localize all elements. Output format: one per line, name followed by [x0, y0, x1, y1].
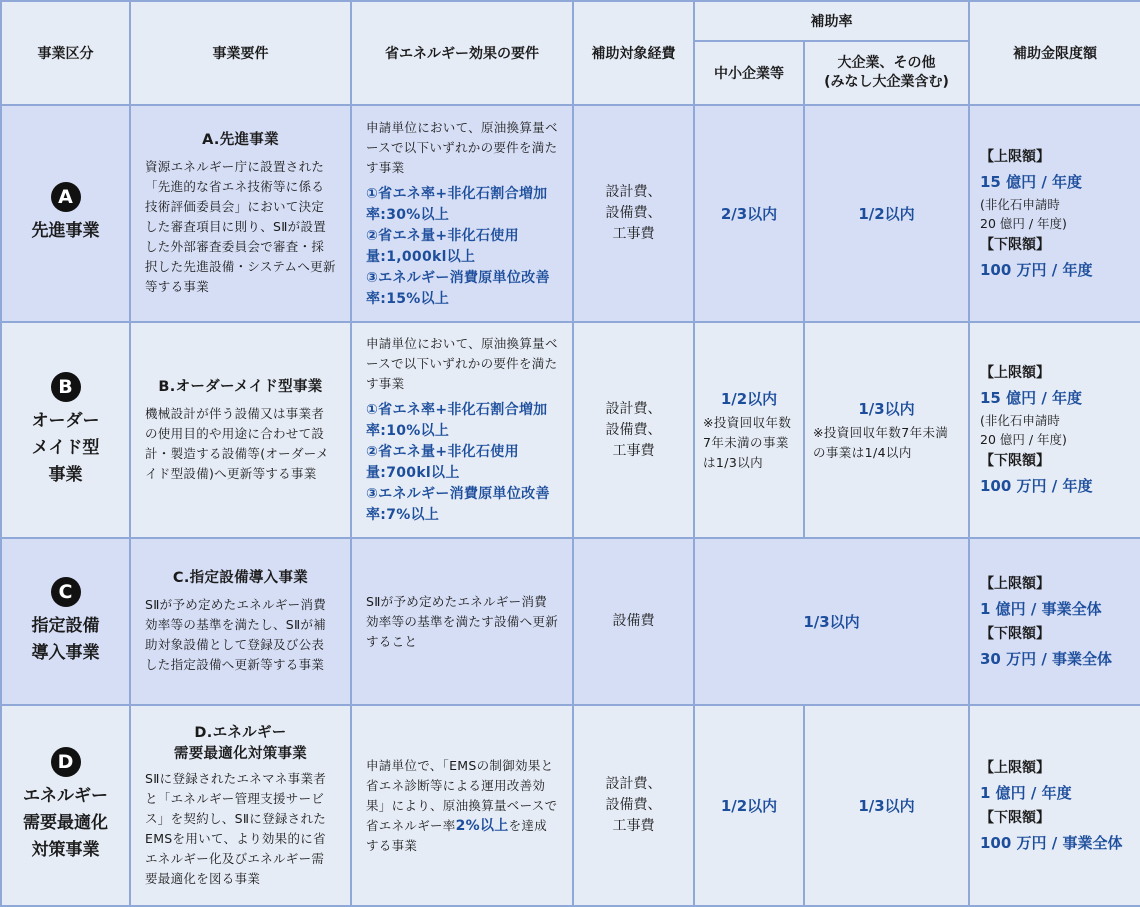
category-label: オーダー	[31, 410, 100, 431]
rate-note: ※投資回収年数7年未満の事業は1/4以内	[813, 424, 949, 460]
category-label: 対策事業	[31, 840, 100, 860]
eff-item: ①省エネ率+非化石割合増加率:30%以上	[366, 185, 548, 223]
limit-cell	[969, 105, 1140, 322]
badge-a: A	[51, 182, 81, 212]
limit-lower-label: 【下限額】	[980, 236, 1050, 253]
category-label: 需要最適化	[23, 813, 108, 833]
rate-value: 1/3以内	[858, 399, 915, 418]
eff-item: ②省エネ量+非化石使用量:700kl以上	[366, 444, 519, 481]
cost-cell	[573, 105, 694, 322]
efficiency-cell	[351, 105, 573, 322]
req-body: 資源エネルギー庁に設置された「先進的な省エネ技術等に係る技術評価委員会」において決定した審査項目に則り、SⅡが設置した外部審査委員会で審査・採択した先進設備・システムへ更新等する事業	[145, 159, 336, 294]
cost-line: 設備費、	[605, 421, 662, 438]
rate-large	[804, 322, 969, 538]
category-cell	[1, 322, 130, 538]
category-label: 指定設備	[31, 615, 100, 636]
eff-highlight: 2%	[455, 817, 480, 834]
limit-upper: 1 億円 / 年度	[980, 783, 1072, 802]
limit-lower: 100 万円 / 年度	[980, 260, 1093, 279]
badge-d: D	[51, 747, 81, 777]
efficiency-cell	[351, 705, 573, 906]
limit-sub: (非化石申請時	[980, 196, 1060, 212]
rate-all: 1/3以内	[694, 538, 969, 705]
limit-upper-label: 【上限額】	[980, 365, 1050, 381]
cost-line: 設計費、	[605, 400, 662, 417]
eff-item: ①省エネ率+非化石割合増加率:10%以上	[366, 402, 548, 439]
cost-cell	[573, 538, 694, 705]
header-requirements: 事業要件	[130, 1, 351, 105]
limit-lower: 30 万円 / 事業全体	[980, 649, 1113, 668]
limit-sub: 20 億円 / 年度)	[980, 432, 1067, 447]
table-row	[1, 105, 1140, 322]
eff-text: を達成する事業	[366, 817, 547, 853]
cost-line: 設計費、	[605, 184, 662, 200]
requirements-cell	[130, 705, 351, 906]
eff-text: 申請単位で、「EMSの制御効果と省エネ診断等による運用改善効果」により、原油換算量ベースで省エネルギー率	[366, 757, 558, 833]
limit-upper: 15 億円 / 年度	[980, 172, 1083, 191]
header-large	[804, 41, 969, 105]
limit-upper-label: 【上限額】	[980, 148, 1050, 165]
rate-large: 1/2以内	[804, 105, 969, 322]
requirements-cell	[130, 538, 351, 705]
req-title: C.指定設備導入事業	[172, 570, 309, 586]
header-sme: 中小企業等	[694, 41, 804, 105]
eff-lead: SⅡが予め定めたエネルギー消費効率等の基準を満たす設備へ更新すること	[366, 593, 559, 649]
limit-lower: 100 万円 / 年度	[980, 477, 1093, 495]
rate-large: 1/3以内	[804, 705, 969, 906]
rate-sme: 2/3以内	[694, 105, 804, 322]
req-title-line: D.エネルギー	[194, 724, 287, 741]
category-label: 先進事業	[31, 221, 100, 241]
eff-lead: 申請単位において、原油換算量ベースで以下いずれかの要件を満たす事業	[366, 119, 558, 175]
category-cell	[1, 705, 130, 906]
table-row	[1, 705, 1140, 906]
eff-lead: 申請単位において、原油換算量ベースで以下いずれかの要件を満たす事業	[366, 336, 558, 391]
limit-upper: 15 億円 / 年度	[980, 389, 1083, 407]
req-body: SⅡに登録されたエネマネ事業者と「エネルギー管理支援サービス」を契約し、SⅡに登録されたEMSを用いて、より効果的に省エネルギー化及びエネルギー需要最適化を図る事業	[145, 770, 327, 886]
req-title: B.オーダーメイド型事業	[158, 378, 323, 395]
badge-c: C	[51, 577, 81, 607]
rate-sme	[694, 322, 804, 538]
cost-cell	[573, 705, 694, 906]
cost-line: 工事費	[612, 442, 655, 459]
req-body: SⅡが予め定めたエネルギー消費効率等の基準を満たし、SⅡが補助対象設備として登録及び公表した指定設備へ更新等する事業	[145, 597, 327, 672]
rate-value: 1/2以内	[720, 389, 778, 408]
eff-item: ②省エネ量+非化石使用量:1,000kl以上	[366, 227, 519, 265]
cost-line: 設計費、	[605, 776, 662, 792]
limit-lower-label: 【下限額】	[980, 809, 1050, 826]
limit-sub: (非化石申請時	[980, 413, 1060, 428]
efficiency-cell	[351, 538, 573, 705]
header-large-line1: 大企業、その他	[837, 55, 936, 71]
eff-item: ③エネルギー消費原単位改善率:15%以上	[366, 269, 550, 307]
req-title: A.先進事業	[202, 132, 279, 148]
header-limit: 補助金限度額	[969, 1, 1140, 105]
rate-note: ※投資回収年数7年未満の事業は1/3以内	[703, 414, 792, 470]
cost-line: 工事費	[612, 226, 655, 242]
req-body: 機械設計が伴う設備又は事業者の使用目的や用途に合わせて設計・製造する設備等(オーダーメイド型設備)へ更新等する事業	[145, 405, 329, 481]
category-label: 事業	[48, 464, 83, 485]
limit-upper-label: 【上限額】	[980, 575, 1050, 592]
eff-item: ③エネルギー消費原単位改善率:7%以上	[366, 486, 550, 523]
limit-sub: 20 億円 / 年度)	[980, 215, 1067, 231]
cost-cell	[573, 322, 694, 538]
table-row	[1, 322, 1140, 538]
efficiency-cell	[351, 322, 573, 538]
limit-cell	[969, 538, 1140, 705]
requirements-cell	[130, 322, 351, 538]
limit-cell	[969, 322, 1140, 538]
limit-upper: 1 億円 / 事業全体	[980, 599, 1102, 618]
cost-line: 工事費	[612, 818, 655, 834]
limit-lower-label: 【下限額】	[980, 625, 1050, 642]
badge-b: B	[51, 372, 81, 402]
rate-sme: 1/2以内	[694, 705, 804, 906]
limit-cell	[969, 705, 1140, 906]
limit-lower-label: 【下限額】	[980, 453, 1050, 469]
cost-line: 設備費、	[605, 205, 662, 221]
category-cell	[1, 538, 130, 705]
category-cell	[1, 105, 130, 322]
requirements-cell	[130, 105, 351, 322]
category-label: 導入事業	[31, 642, 100, 663]
header-efficiency: 省エネルギー効果の要件	[351, 1, 573, 105]
cost-line: 設備費	[612, 613, 655, 629]
header-large-line2: (みなし大企業含む)	[824, 74, 949, 90]
category-label: エネルギー	[23, 786, 108, 806]
table-row	[1, 538, 1140, 705]
eff-highlight: 以上	[479, 817, 509, 834]
limit-lower: 100 万円 / 事業全体	[980, 833, 1123, 852]
req-title	[145, 723, 336, 765]
cost-line: 設備費、	[605, 797, 662, 813]
header-costs: 補助対象経費	[573, 1, 694, 105]
header-category: 事業区分	[1, 1, 130, 105]
header-rate: 補助率	[694, 1, 969, 41]
category-label: メイド型	[31, 437, 100, 458]
req-title-line: 需要最適化対策事業	[173, 745, 308, 762]
limit-upper-label: 【上限額】	[980, 759, 1050, 776]
